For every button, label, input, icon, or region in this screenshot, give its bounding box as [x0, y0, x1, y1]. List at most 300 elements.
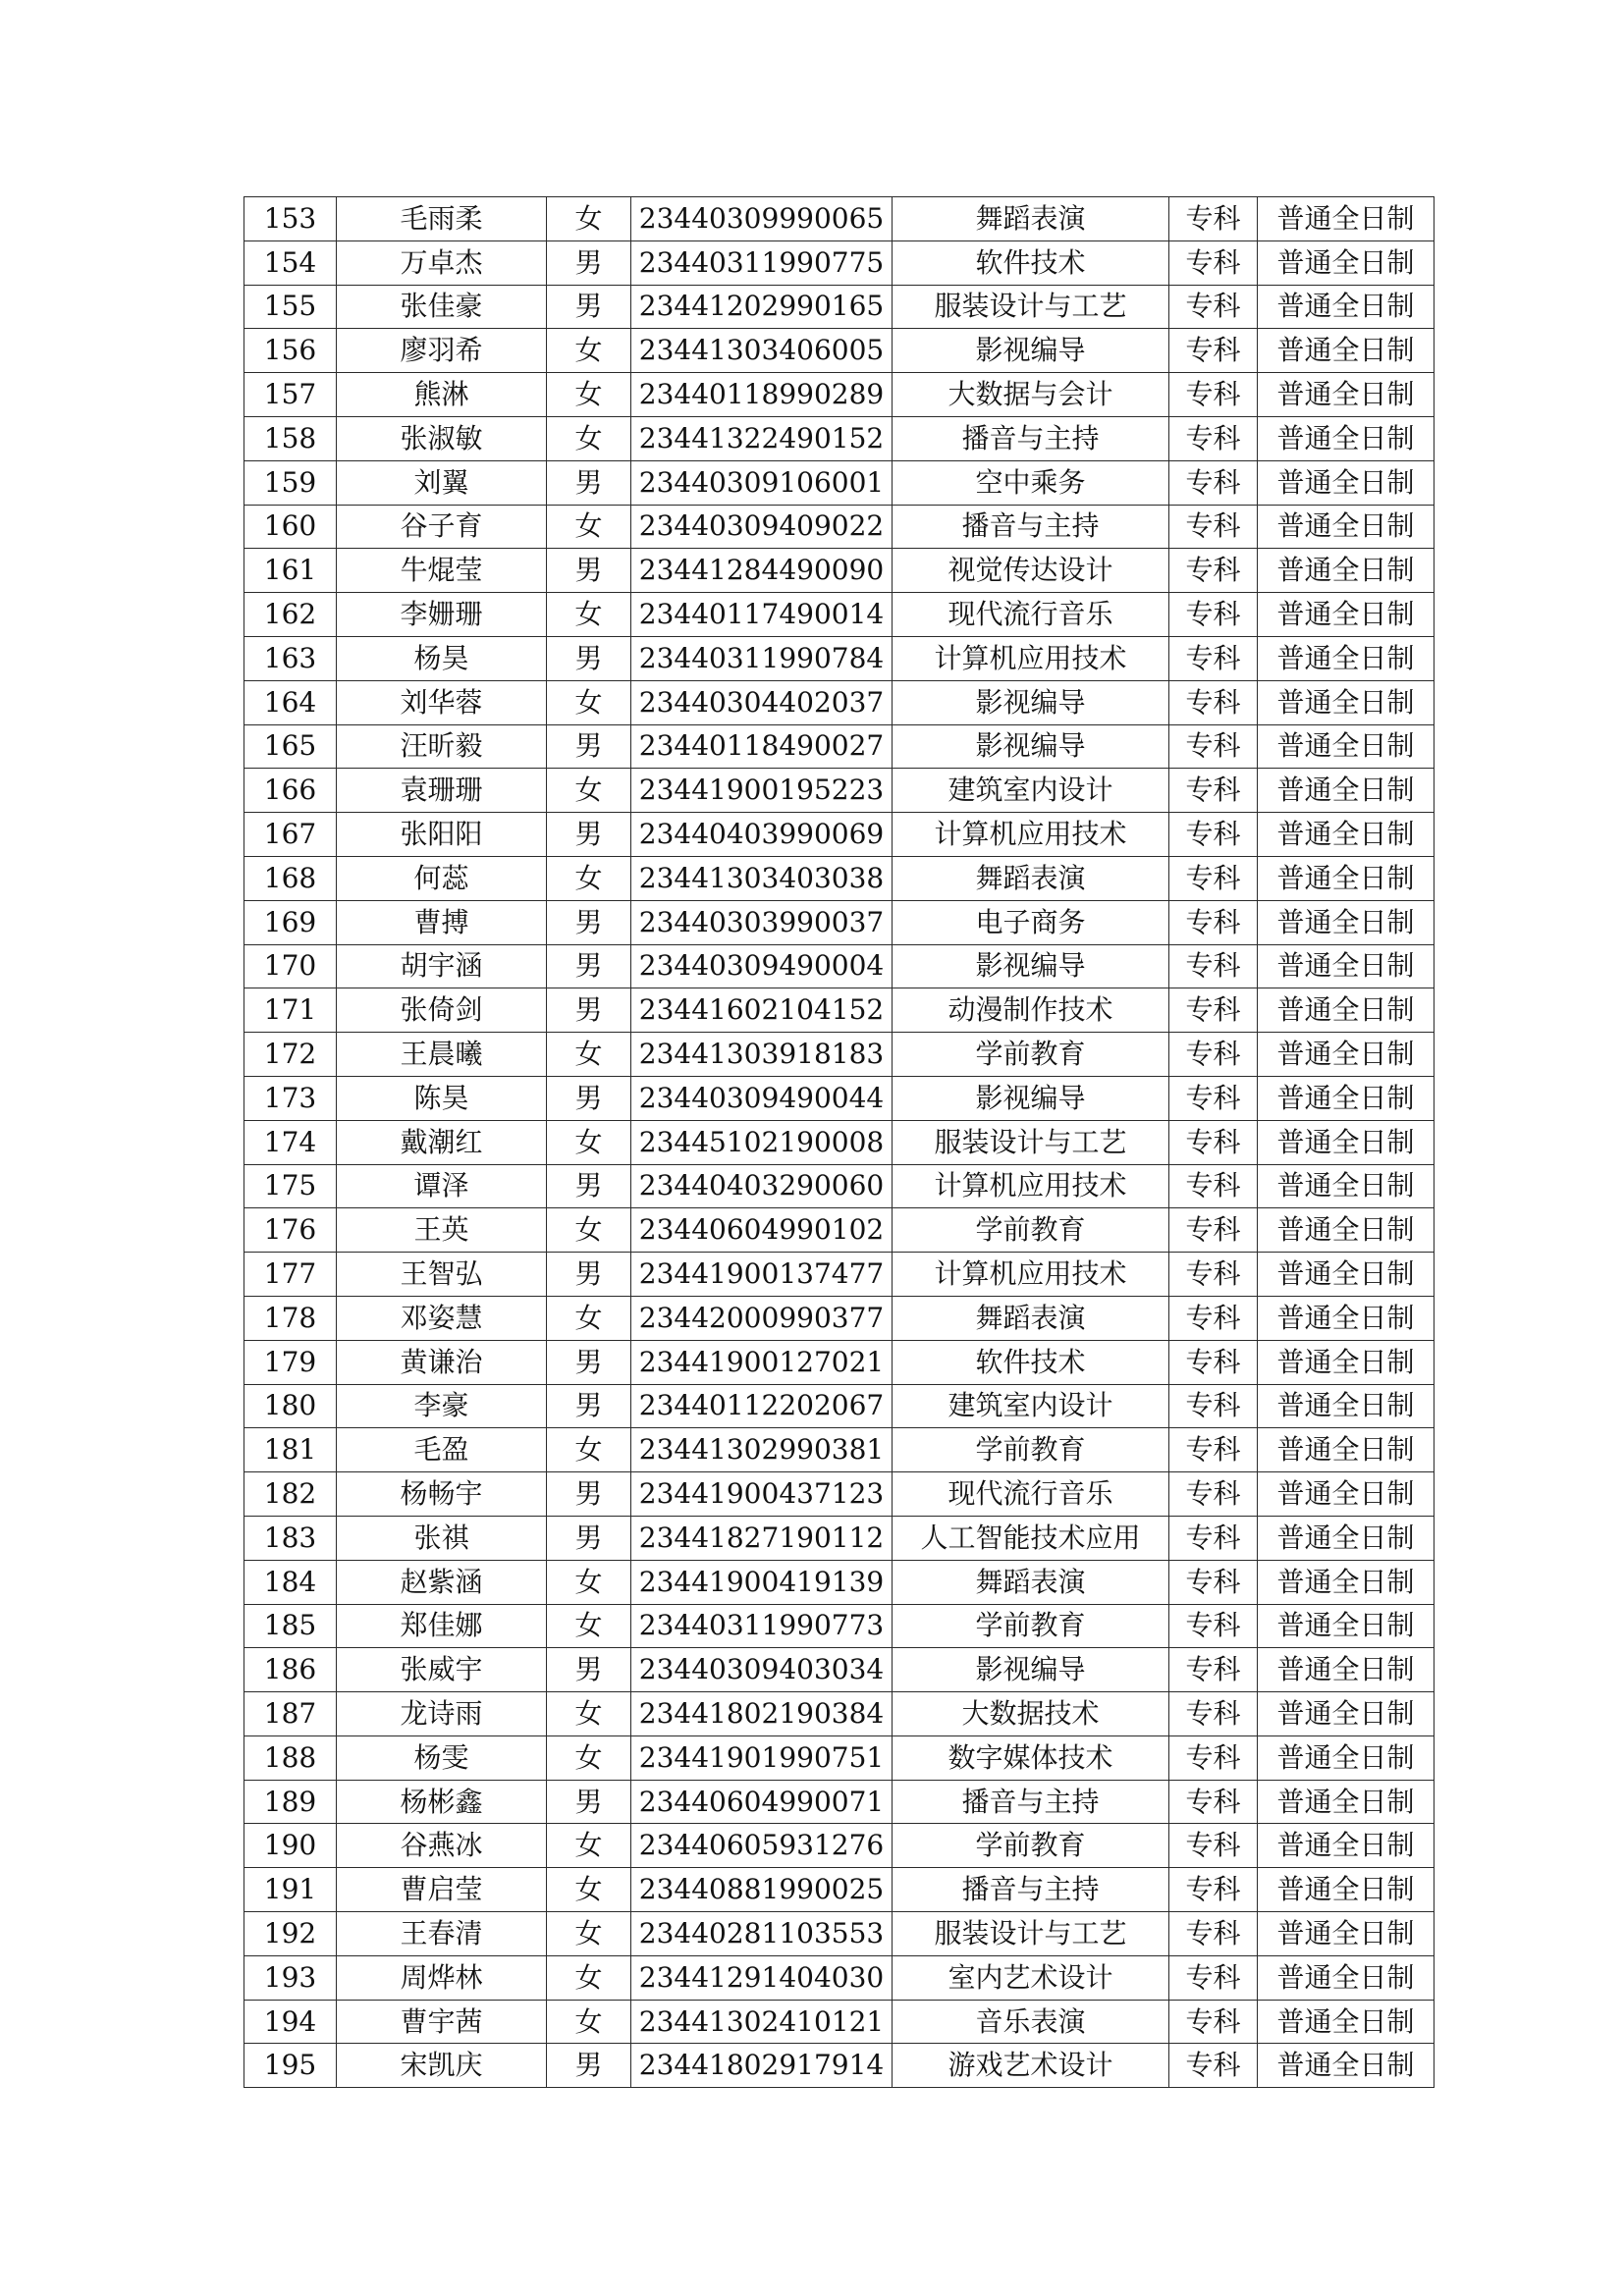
student-name-cell: 李姗珊 [337, 593, 547, 637]
education-level-cell: 专科 [1169, 1164, 1258, 1208]
education-level-cell: 专科 [1169, 1955, 1258, 2000]
gender-cell: 男 [547, 1780, 631, 1824]
education-level-cell: 专科 [1169, 1560, 1258, 1604]
education-level-cell: 专科 [1169, 1735, 1258, 1780]
student-name-cell: 张淑敏 [337, 416, 547, 460]
student-name-cell: 宋凯庆 [337, 2044, 547, 2088]
study-mode-cell: 普通全日制 [1258, 1824, 1435, 1868]
study-mode-cell: 普通全日制 [1258, 1516, 1435, 1560]
student-name-cell: 刘翼 [337, 460, 547, 505]
education-level-cell: 专科 [1169, 680, 1258, 724]
student-name-cell: 胡宇涵 [337, 944, 547, 988]
table-row [244, 1076, 1435, 1120]
exam-id-cell: 23441322490152 [631, 416, 893, 460]
exam-id-cell: 23441202990165 [631, 285, 893, 329]
study-mode-cell: 普通全日制 [1258, 1780, 1435, 1824]
student-name-cell: 王英 [337, 1208, 547, 1253]
table-row [244, 2044, 1435, 2088]
table-row [244, 285, 1435, 329]
student-name-cell: 张祺 [337, 1516, 547, 1560]
major-cell: 视觉传达设计 [893, 549, 1169, 593]
roster-body [244, 197, 1435, 2088]
major-cell: 现代流行音乐 [893, 593, 1169, 637]
student-name-cell: 谷子育 [337, 505, 547, 549]
study-mode-cell: 普通全日制 [1258, 813, 1435, 857]
study-mode-cell: 普通全日制 [1258, 1208, 1435, 1253]
seq-number-cell: 169 [244, 900, 337, 944]
seq-number-cell: 159 [244, 460, 337, 505]
exam-id-cell: 23441303403038 [631, 856, 893, 900]
study-mode-cell: 普通全日制 [1258, 2000, 1435, 2044]
table-row [244, 1296, 1435, 1340]
student-name-cell: 毛盈 [337, 1428, 547, 1472]
study-mode-cell: 普通全日制 [1258, 944, 1435, 988]
seq-number-cell: 185 [244, 1604, 337, 1648]
gender-cell: 男 [547, 460, 631, 505]
gender-cell: 女 [547, 1604, 631, 1648]
exam-id-cell: 23440281103553 [631, 1912, 893, 1956]
gender-cell: 男 [547, 285, 631, 329]
exam-id-cell: 23441802917914 [631, 2044, 893, 2088]
major-cell: 影视编导 [893, 944, 1169, 988]
major-cell: 音乐表演 [893, 2000, 1169, 2044]
study-mode-cell: 普通全日制 [1258, 680, 1435, 724]
study-mode-cell: 普通全日制 [1258, 1912, 1435, 1956]
student-name-cell: 牛焜莹 [337, 549, 547, 593]
major-cell: 学前教育 [893, 1428, 1169, 1472]
gender-cell: 女 [547, 593, 631, 637]
major-cell: 舞蹈表演 [893, 1296, 1169, 1340]
seq-number-cell: 191 [244, 1868, 337, 1912]
gender-cell: 女 [547, 373, 631, 417]
education-level-cell: 专科 [1169, 813, 1258, 857]
student-name-cell: 张阳阳 [337, 813, 547, 857]
major-cell: 播音与主持 [893, 505, 1169, 549]
seq-number-cell: 154 [244, 240, 337, 285]
table-row [244, 1780, 1435, 1824]
student-name-cell: 龙诗雨 [337, 1692, 547, 1736]
seq-number-cell: 166 [244, 769, 337, 813]
study-mode-cell: 普通全日制 [1258, 593, 1435, 637]
seq-number-cell: 174 [244, 1120, 337, 1164]
student-name-cell: 郑佳娜 [337, 1604, 547, 1648]
table-row [244, 1340, 1435, 1384]
exam-id-cell: 23441900419139 [631, 1560, 893, 1604]
exam-id-cell: 23441303406005 [631, 329, 893, 373]
exam-id-cell: 23441901990751 [631, 1735, 893, 1780]
table-row [244, 636, 1435, 680]
gender-cell: 男 [547, 1472, 631, 1517]
major-cell: 影视编导 [893, 329, 1169, 373]
table-row [244, 944, 1435, 988]
education-level-cell: 专科 [1169, 1076, 1258, 1120]
major-cell: 软件技术 [893, 1340, 1169, 1384]
exam-id-cell: 23441900195223 [631, 769, 893, 813]
gender-cell: 男 [547, 900, 631, 944]
student-name-cell: 谭泽 [337, 1164, 547, 1208]
study-mode-cell: 普通全日制 [1258, 505, 1435, 549]
seq-number-cell: 160 [244, 505, 337, 549]
major-cell: 服装设计与工艺 [893, 1120, 1169, 1164]
student-name-cell: 袁珊珊 [337, 769, 547, 813]
table-row [244, 856, 1435, 900]
education-level-cell: 专科 [1169, 944, 1258, 988]
student-name-cell: 刘华蓉 [337, 680, 547, 724]
seq-number-cell: 164 [244, 680, 337, 724]
table-row [244, 460, 1435, 505]
exam-id-cell: 23441827190112 [631, 1516, 893, 1560]
major-cell: 舞蹈表演 [893, 1560, 1169, 1604]
gender-cell: 女 [547, 1560, 631, 1604]
education-level-cell: 专科 [1169, 2044, 1258, 2088]
education-level-cell: 专科 [1169, 724, 1258, 769]
gender-cell: 女 [547, 1912, 631, 1956]
gender-cell: 女 [547, 2000, 631, 2044]
major-cell: 人工智能技术应用 [893, 1516, 1169, 1560]
education-level-cell: 专科 [1169, 1208, 1258, 1253]
table-row [244, 2000, 1435, 2044]
gender-cell: 女 [547, 1296, 631, 1340]
education-level-cell: 专科 [1169, 1253, 1258, 1297]
study-mode-cell: 普通全日制 [1258, 988, 1435, 1033]
study-mode-cell: 普通全日制 [1258, 1692, 1435, 1736]
gender-cell: 男 [547, 944, 631, 988]
major-cell: 服装设计与工艺 [893, 285, 1169, 329]
exam-id-cell: 23441900137477 [631, 1253, 893, 1297]
table-row [244, 1164, 1435, 1208]
major-cell: 大数据与会计 [893, 373, 1169, 417]
exam-id-cell: 23440118490027 [631, 724, 893, 769]
student-name-cell: 汪昕毅 [337, 724, 547, 769]
study-mode-cell: 普通全日制 [1258, 1560, 1435, 1604]
student-name-cell: 曹宇茜 [337, 2000, 547, 2044]
education-level-cell: 专科 [1169, 900, 1258, 944]
table-row [244, 593, 1435, 637]
table-row [244, 1604, 1435, 1648]
exam-id-cell: 23440309106001 [631, 460, 893, 505]
gender-cell: 女 [547, 1120, 631, 1164]
exam-id-cell: 23445102190008 [631, 1120, 893, 1164]
exam-id-cell: 23440118990289 [631, 373, 893, 417]
student-name-cell: 周烨林 [337, 1955, 547, 2000]
exam-id-cell: 23441303918183 [631, 1033, 893, 1077]
student-name-cell: 赵紫涵 [337, 1560, 547, 1604]
student-name-cell: 谷燕冰 [337, 1824, 547, 1868]
education-level-cell: 专科 [1169, 549, 1258, 593]
study-mode-cell: 普通全日制 [1258, 1076, 1435, 1120]
gender-cell: 女 [547, 505, 631, 549]
education-level-cell: 专科 [1169, 1604, 1258, 1648]
table-row [244, 1955, 1435, 2000]
seq-number-cell: 171 [244, 988, 337, 1033]
seq-number-cell: 188 [244, 1735, 337, 1780]
seq-number-cell: 180 [244, 1384, 337, 1428]
education-level-cell: 专科 [1169, 1516, 1258, 1560]
major-cell: 服装设计与工艺 [893, 1912, 1169, 1956]
exam-id-cell: 23442000990377 [631, 1296, 893, 1340]
seq-number-cell: 157 [244, 373, 337, 417]
table-row [244, 813, 1435, 857]
table-row [244, 988, 1435, 1033]
study-mode-cell: 普通全日制 [1258, 900, 1435, 944]
student-name-cell: 王晨曦 [337, 1033, 547, 1077]
study-mode-cell: 普通全日制 [1258, 1033, 1435, 1077]
study-mode-cell: 普通全日制 [1258, 1253, 1435, 1297]
exam-id-cell: 23440309409022 [631, 505, 893, 549]
study-mode-cell: 普通全日制 [1258, 373, 1435, 417]
student-roster-table [244, 196, 1435, 2088]
study-mode-cell: 普通全日制 [1258, 1428, 1435, 1472]
major-cell: 学前教育 [893, 1604, 1169, 1648]
education-level-cell: 专科 [1169, 285, 1258, 329]
seq-number-cell: 176 [244, 1208, 337, 1253]
major-cell: 建筑室内设计 [893, 1384, 1169, 1428]
student-name-cell: 王智弘 [337, 1253, 547, 1297]
major-cell: 影视编导 [893, 680, 1169, 724]
gender-cell: 女 [547, 1033, 631, 1077]
table-row [244, 416, 1435, 460]
exam-id-cell: 23441302410121 [631, 2000, 893, 2044]
student-name-cell: 杨彬鑫 [337, 1780, 547, 1824]
major-cell: 电子商务 [893, 900, 1169, 944]
gender-cell: 男 [547, 1164, 631, 1208]
education-level-cell: 专科 [1169, 1384, 1258, 1428]
education-level-cell: 专科 [1169, 329, 1258, 373]
major-cell: 学前教育 [893, 1033, 1169, 1077]
student-name-cell: 万卓杰 [337, 240, 547, 285]
major-cell: 室内艺术设计 [893, 1955, 1169, 2000]
major-cell: 影视编导 [893, 1076, 1169, 1120]
seq-number-cell: 183 [244, 1516, 337, 1560]
exam-id-cell: 23440604990102 [631, 1208, 893, 1253]
seq-number-cell: 194 [244, 2000, 337, 2044]
exam-id-cell: 23440311990773 [631, 1604, 893, 1648]
exam-id-cell: 23441900127021 [631, 1340, 893, 1384]
student-name-cell: 杨畅宇 [337, 1472, 547, 1517]
table-row [244, 373, 1435, 417]
study-mode-cell: 普通全日制 [1258, 197, 1435, 241]
exam-id-cell: 23440309490004 [631, 944, 893, 988]
exam-id-cell: 23440311990775 [631, 240, 893, 285]
seq-number-cell: 172 [244, 1033, 337, 1077]
study-mode-cell: 普通全日制 [1258, 856, 1435, 900]
seq-number-cell: 156 [244, 329, 337, 373]
seq-number-cell: 168 [244, 856, 337, 900]
student-name-cell: 戴潮红 [337, 1120, 547, 1164]
table-row [244, 1033, 1435, 1077]
education-level-cell: 专科 [1169, 1296, 1258, 1340]
student-name-cell: 张倚剑 [337, 988, 547, 1033]
exam-id-cell: 23441302990381 [631, 1428, 893, 1472]
gender-cell: 女 [547, 1824, 631, 1868]
seq-number-cell: 193 [244, 1955, 337, 2000]
major-cell: 影视编导 [893, 1648, 1169, 1692]
gender-cell: 男 [547, 1648, 631, 1692]
education-level-cell: 专科 [1169, 1120, 1258, 1164]
study-mode-cell: 普通全日制 [1258, 724, 1435, 769]
exam-id-cell: 23440112202067 [631, 1384, 893, 1428]
seq-number-cell: 155 [244, 285, 337, 329]
study-mode-cell: 普通全日制 [1258, 2044, 1435, 2088]
study-mode-cell: 普通全日制 [1258, 1735, 1435, 1780]
major-cell: 空中乘务 [893, 460, 1169, 505]
exam-id-cell: 23440309990065 [631, 197, 893, 241]
table-row [244, 1384, 1435, 1428]
table-row [244, 1648, 1435, 1692]
gender-cell: 女 [547, 1735, 631, 1780]
study-mode-cell: 普通全日制 [1258, 1868, 1435, 1912]
exam-id-cell: 23441291404030 [631, 1955, 893, 2000]
major-cell: 播音与主持 [893, 1780, 1169, 1824]
education-level-cell: 专科 [1169, 988, 1258, 1033]
major-cell: 舞蹈表演 [893, 197, 1169, 241]
gender-cell: 女 [547, 1428, 631, 1472]
study-mode-cell: 普通全日制 [1258, 1472, 1435, 1517]
table-row [244, 769, 1435, 813]
gender-cell: 女 [547, 680, 631, 724]
major-cell: 现代流行音乐 [893, 1472, 1169, 1517]
education-level-cell: 专科 [1169, 856, 1258, 900]
study-mode-cell: 普通全日制 [1258, 285, 1435, 329]
study-mode-cell: 普通全日制 [1258, 636, 1435, 680]
table-row [244, 900, 1435, 944]
exam-id-cell: 23440304402037 [631, 680, 893, 724]
gender-cell: 女 [547, 769, 631, 813]
table-row [244, 1912, 1435, 1956]
table-row [244, 1735, 1435, 1780]
education-level-cell: 专科 [1169, 593, 1258, 637]
gender-cell: 男 [547, 1516, 631, 1560]
seq-number-cell: 161 [244, 549, 337, 593]
gender-cell: 男 [547, 988, 631, 1033]
major-cell: 播音与主持 [893, 1868, 1169, 1912]
gender-cell: 男 [547, 813, 631, 857]
table-row [244, 680, 1435, 724]
exam-id-cell: 23441284490090 [631, 549, 893, 593]
table-row [244, 549, 1435, 593]
table-row [244, 240, 1435, 285]
major-cell: 计算机应用技术 [893, 813, 1169, 857]
education-level-cell: 专科 [1169, 1692, 1258, 1736]
student-name-cell: 曹启莹 [337, 1868, 547, 1912]
student-name-cell: 张佳豪 [337, 285, 547, 329]
study-mode-cell: 普通全日制 [1258, 1120, 1435, 1164]
seq-number-cell: 162 [244, 593, 337, 637]
education-level-cell: 专科 [1169, 1472, 1258, 1517]
major-cell: 学前教育 [893, 1208, 1169, 1253]
gender-cell: 女 [547, 329, 631, 373]
exam-id-cell: 23440605931276 [631, 1824, 893, 1868]
seq-number-cell: 184 [244, 1560, 337, 1604]
table-row [244, 1516, 1435, 1560]
exam-id-cell: 23440309403034 [631, 1648, 893, 1692]
education-level-cell: 专科 [1169, 1648, 1258, 1692]
seq-number-cell: 177 [244, 1253, 337, 1297]
table-row [244, 1472, 1435, 1517]
major-cell: 建筑室内设计 [893, 769, 1169, 813]
seq-number-cell: 179 [244, 1340, 337, 1384]
study-mode-cell: 普通全日制 [1258, 769, 1435, 813]
study-mode-cell: 普通全日制 [1258, 329, 1435, 373]
exam-id-cell: 23440403290060 [631, 1164, 893, 1208]
table-row [244, 505, 1435, 549]
student-name-cell: 熊淋 [337, 373, 547, 417]
exam-id-cell: 23441900437123 [631, 1472, 893, 1517]
seq-number-cell: 158 [244, 416, 337, 460]
gender-cell: 女 [547, 1868, 631, 1912]
study-mode-cell: 普通全日制 [1258, 1604, 1435, 1648]
major-cell: 大数据技术 [893, 1692, 1169, 1736]
education-level-cell: 专科 [1169, 1033, 1258, 1077]
study-mode-cell: 普通全日制 [1258, 416, 1435, 460]
seq-number-cell: 187 [244, 1692, 337, 1736]
seq-number-cell: 189 [244, 1780, 337, 1824]
student-name-cell: 李豪 [337, 1384, 547, 1428]
education-level-cell: 专科 [1169, 636, 1258, 680]
education-level-cell: 专科 [1169, 1428, 1258, 1472]
study-mode-cell: 普通全日制 [1258, 549, 1435, 593]
study-mode-cell: 普通全日制 [1258, 1340, 1435, 1384]
education-level-cell: 专科 [1169, 1340, 1258, 1384]
exam-id-cell: 23440604990071 [631, 1780, 893, 1824]
major-cell: 学前教育 [893, 1824, 1169, 1868]
study-mode-cell: 普通全日制 [1258, 1164, 1435, 1208]
table-row [244, 1253, 1435, 1297]
gender-cell: 女 [547, 1208, 631, 1253]
student-name-cell: 张威宇 [337, 1648, 547, 1692]
education-level-cell: 专科 [1169, 1912, 1258, 1956]
table-row [244, 197, 1435, 241]
exam-id-cell: 23440311990784 [631, 636, 893, 680]
student-name-cell: 廖羽希 [337, 329, 547, 373]
student-name-cell: 杨昊 [337, 636, 547, 680]
gender-cell: 男 [547, 724, 631, 769]
major-cell: 动漫制作技术 [893, 988, 1169, 1033]
seq-number-cell: 190 [244, 1824, 337, 1868]
student-name-cell: 曹搏 [337, 900, 547, 944]
gender-cell: 男 [547, 1253, 631, 1297]
seq-number-cell: 173 [244, 1076, 337, 1120]
gender-cell: 男 [547, 240, 631, 285]
table-row [244, 1428, 1435, 1472]
seq-number-cell: 182 [244, 1472, 337, 1517]
exam-id-cell: 23441602104152 [631, 988, 893, 1033]
table-row [244, 1560, 1435, 1604]
student-name-cell: 毛雨柔 [337, 197, 547, 241]
student-name-cell: 邓姿慧 [337, 1296, 547, 1340]
education-level-cell: 专科 [1169, 460, 1258, 505]
table-row [244, 1868, 1435, 1912]
student-name-cell: 何蕊 [337, 856, 547, 900]
study-mode-cell: 普通全日制 [1258, 240, 1435, 285]
seq-number-cell: 186 [244, 1648, 337, 1692]
gender-cell: 男 [547, 1340, 631, 1384]
major-cell: 软件技术 [893, 240, 1169, 285]
table-row [244, 1824, 1435, 1868]
education-level-cell: 专科 [1169, 2000, 1258, 2044]
major-cell: 数字媒体技术 [893, 1735, 1169, 1780]
education-level-cell: 专科 [1169, 505, 1258, 549]
exam-id-cell: 23440309490044 [631, 1076, 893, 1120]
gender-cell: 女 [547, 197, 631, 241]
study-mode-cell: 普通全日制 [1258, 1648, 1435, 1692]
major-cell: 播音与主持 [893, 416, 1169, 460]
education-level-cell: 专科 [1169, 416, 1258, 460]
seq-number-cell: 163 [244, 636, 337, 680]
seq-number-cell: 195 [244, 2044, 337, 2088]
table-row [244, 1120, 1435, 1164]
study-mode-cell: 普通全日制 [1258, 460, 1435, 505]
